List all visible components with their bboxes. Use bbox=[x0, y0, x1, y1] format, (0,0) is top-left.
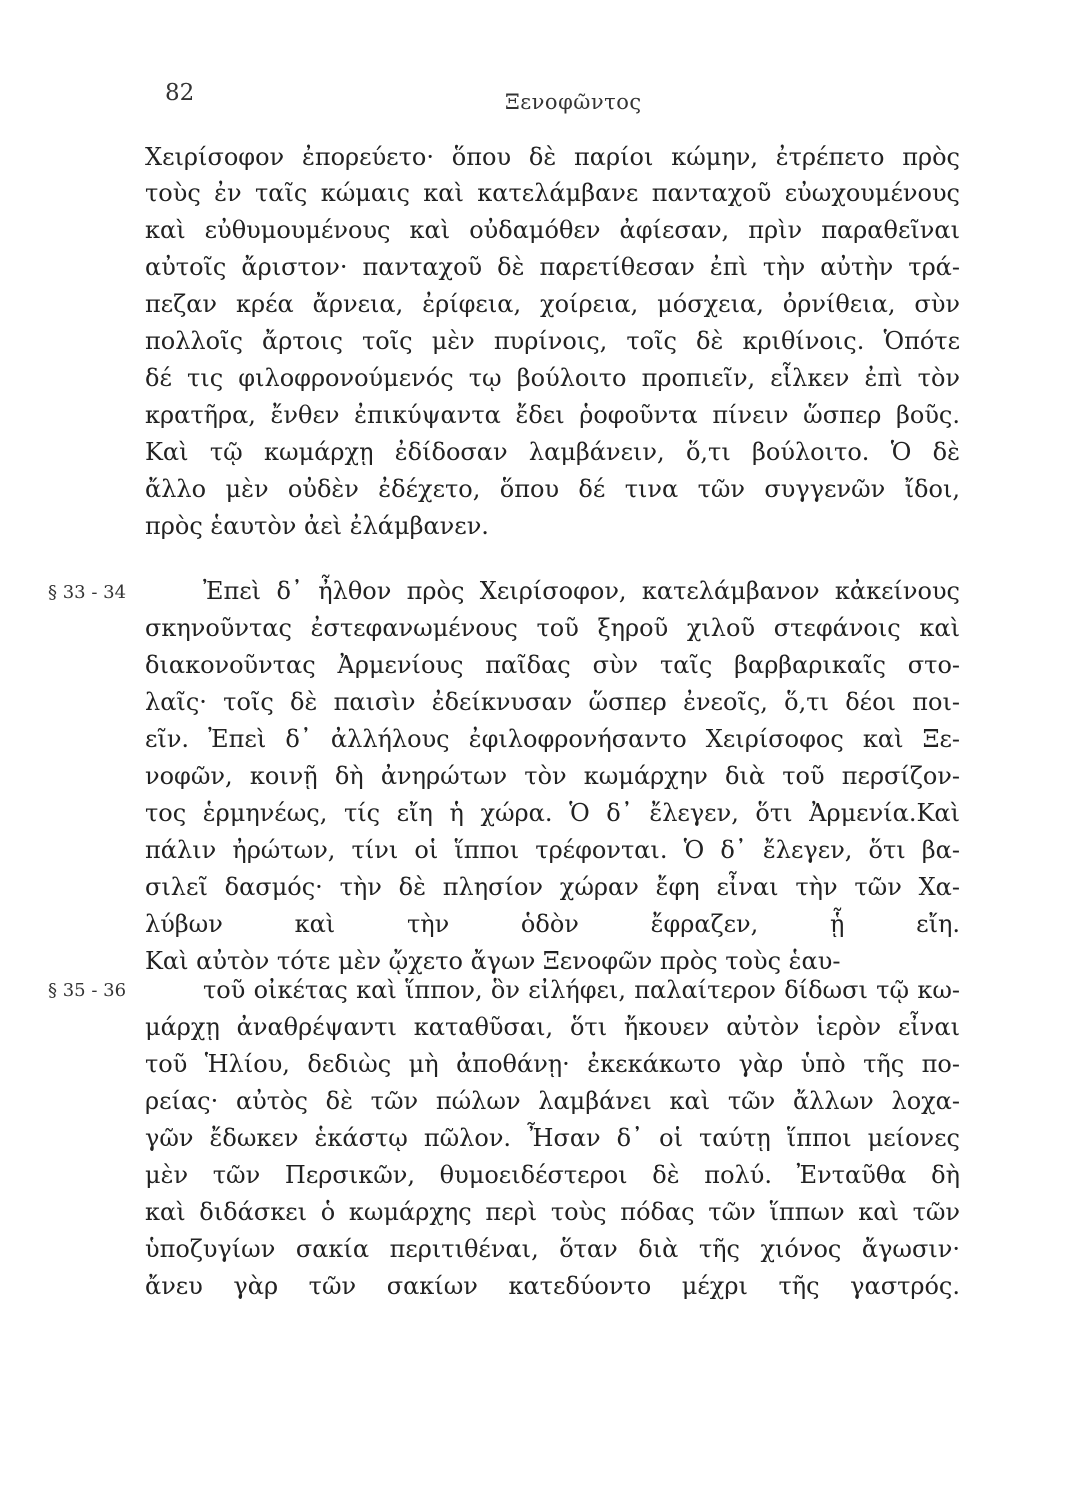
text-line: ρείας· αὐτὸς δὲ τῶν πώλων λαμβάνει καὶ τῶν ἄλλων λοχα- bbox=[145, 1087, 960, 1115]
text-line: πεζαν κρέα ἄρνεια, ἐρίφεια, χοίρεια, μόσχεια, ὀρνίθεια, σὺν bbox=[145, 290, 960, 318]
text-line: γῶν ἔδωκεν ἑκάστῳ πῶλον. Ἦσαν δ᾽ οἱ ταύτῃ ἵπποι μείονες bbox=[145, 1124, 960, 1152]
text-line: καὶ εὐθυμουμένους καὶ οὐδαμόθεν ἀφίεσαν, πρὶν παραθεῖναι bbox=[145, 216, 960, 244]
text-line: Καὶ τῷ κωμάρχῃ ἐδίδοσαν λαμβάνειν, ὅ,τι βούλοιτο. Ὁ δὲ bbox=[145, 438, 960, 466]
text-line: εῖν. Ἐπεὶ δ᾽ ἀλλήλους ἐφιλοφρονήσαντο Χειρίσοφος καὶ Ξε- bbox=[145, 725, 960, 753]
text-line: λαῖς· τοῖς δὲ παισὶν ἐδείκνυσαν ὥσπερ ἐνεοῖς, ὅ,τι δέοι ποι- bbox=[145, 688, 960, 716]
text-line: τοὺς ἐν ταῖς κώμαις καὶ κατελάμβανε πανταχοῦ εὐωχουμένους bbox=[145, 179, 960, 207]
text-line: μάρχῃ ἀναθρέψαντι καταθῦσαι, ὅτι ἤκουεν αὐτὸν ἱερὸν εἶναι bbox=[145, 1013, 960, 1041]
section-marker: § 35 - 36 bbox=[48, 980, 127, 1001]
section-marker: § 33 - 34 bbox=[48, 582, 127, 603]
text-line: δέ τις φιλοφρονούμενός τῳ βούλοιτο προπιεῖν, εἷλκεν ἐπὶ τὸν bbox=[145, 364, 960, 392]
text-line: διακονοῦντας Ἀρμενίους παῖδας σὺν ταῖς βαρβαρικαῖς στο- bbox=[145, 651, 960, 679]
text-line: λύβων καὶ τὴν ὁδὸν ἔφραζεν, ᾗ εἴη. bbox=[145, 910, 960, 938]
text-line: πρὸς ἑαυτὸν ἀεὶ ἐλάμβανεν. bbox=[145, 512, 489, 540]
text-line: κρατῆρα, ἔνθεν ἐπικύψαντα ἔδει ῥοφοῦντα πίνειν ὥσπερ βοῦς. bbox=[145, 401, 960, 429]
text-line: ἄλλο μὲν οὐδὲν ἐδέχετο, ὅπου δέ τινα τῶν συγγενῶν ἴδοι, bbox=[145, 475, 960, 503]
text-line: τος ἑρμηνέως, τίς εἴη ἡ χώρα. Ὁ δ᾽ ἔλεγεν, ὅτι Ἀρμενία.Καὶ bbox=[145, 799, 960, 827]
text-line: τοῦ Ἡλίου, δεδιὼς μὴ ἀποθάνῃ· ἐκεκάκωτο γὰρ ὑπὸ τῆς πο- bbox=[145, 1050, 960, 1078]
text-line: καὶ διδάσκει ὁ κωμάρχης περὶ τοὺς πόδας τῶν ἵππων καὶ τῶν bbox=[145, 1198, 960, 1226]
text-line: αὐτοῖς ἄριστον· πανταχοῦ δὲ παρετίθεσαν ἐπὶ τὴν αὐτὴν τρά- bbox=[145, 253, 960, 281]
running-head: Ξενοφῶντος bbox=[505, 90, 642, 114]
text-line: Ἐπεὶ δ᾽ ἦλθον πρὸς Χειρίσοφον, κατελάμβανον κἀκείνους bbox=[203, 577, 960, 605]
text-line: πάλιν ἠρώτων, τίνι οἱ ἵπποι τρέφονται. Ὁ δ᾽ ἔλεγεν, ὅτι βα- bbox=[145, 836, 960, 864]
text-line: σκηνοῦντας ἐστεφανωμένους τοῦ ξηροῦ χιλοῦ στεφάνοις καὶ bbox=[145, 614, 960, 642]
text-line: πολλοῖς ἄρτοις τοῖς μὲν πυρίνοις, τοῖς δὲ κριθίνοις. Ὁπότε bbox=[145, 327, 960, 355]
text-line: Καὶ αὐτὸν τότε μὲν ᾤχετο ἄγων Ξενοφῶν πρὸς τοὺς ἑαυ- bbox=[145, 947, 841, 975]
text-line: μὲν τῶν Περσικῶν, θυμοειδέστεροι δὲ πολύ. Ἐνταῦθα δὴ bbox=[145, 1161, 960, 1189]
text-line: Χειρίσοφον ἐπορεύετο· ὅπου δὲ παρίοι κώμην, ἐτρέπετο πρὸς bbox=[145, 143, 960, 171]
text-line: τοῦ οἰκέτας καὶ ἵππον, ὃν εἰλήφει, παλαίτερον δίδωσι τῷ κω- bbox=[203, 976, 960, 1004]
text-line: νοφῶν, κοινῇ δὴ ἀνηρώτων τὸν κωμάρχην διὰ τοῦ περσίζον- bbox=[145, 762, 960, 790]
page-number: 82 bbox=[165, 80, 195, 106]
text-line: ἄνευ γὰρ τῶν σακίων κατεδύοντο μέχρι τῆς γαστρός. bbox=[145, 1272, 960, 1300]
text-line: ὑποζυγίων σακία περιτιθέναι, ὅταν διὰ τῆς χιόνος ἄγωσιν· bbox=[145, 1235, 960, 1263]
text-line: σιλεῖ δασμός· τὴν δὲ πλησίον χώραν ἔφη εἶναι τὴν τῶν Χα- bbox=[145, 873, 960, 901]
